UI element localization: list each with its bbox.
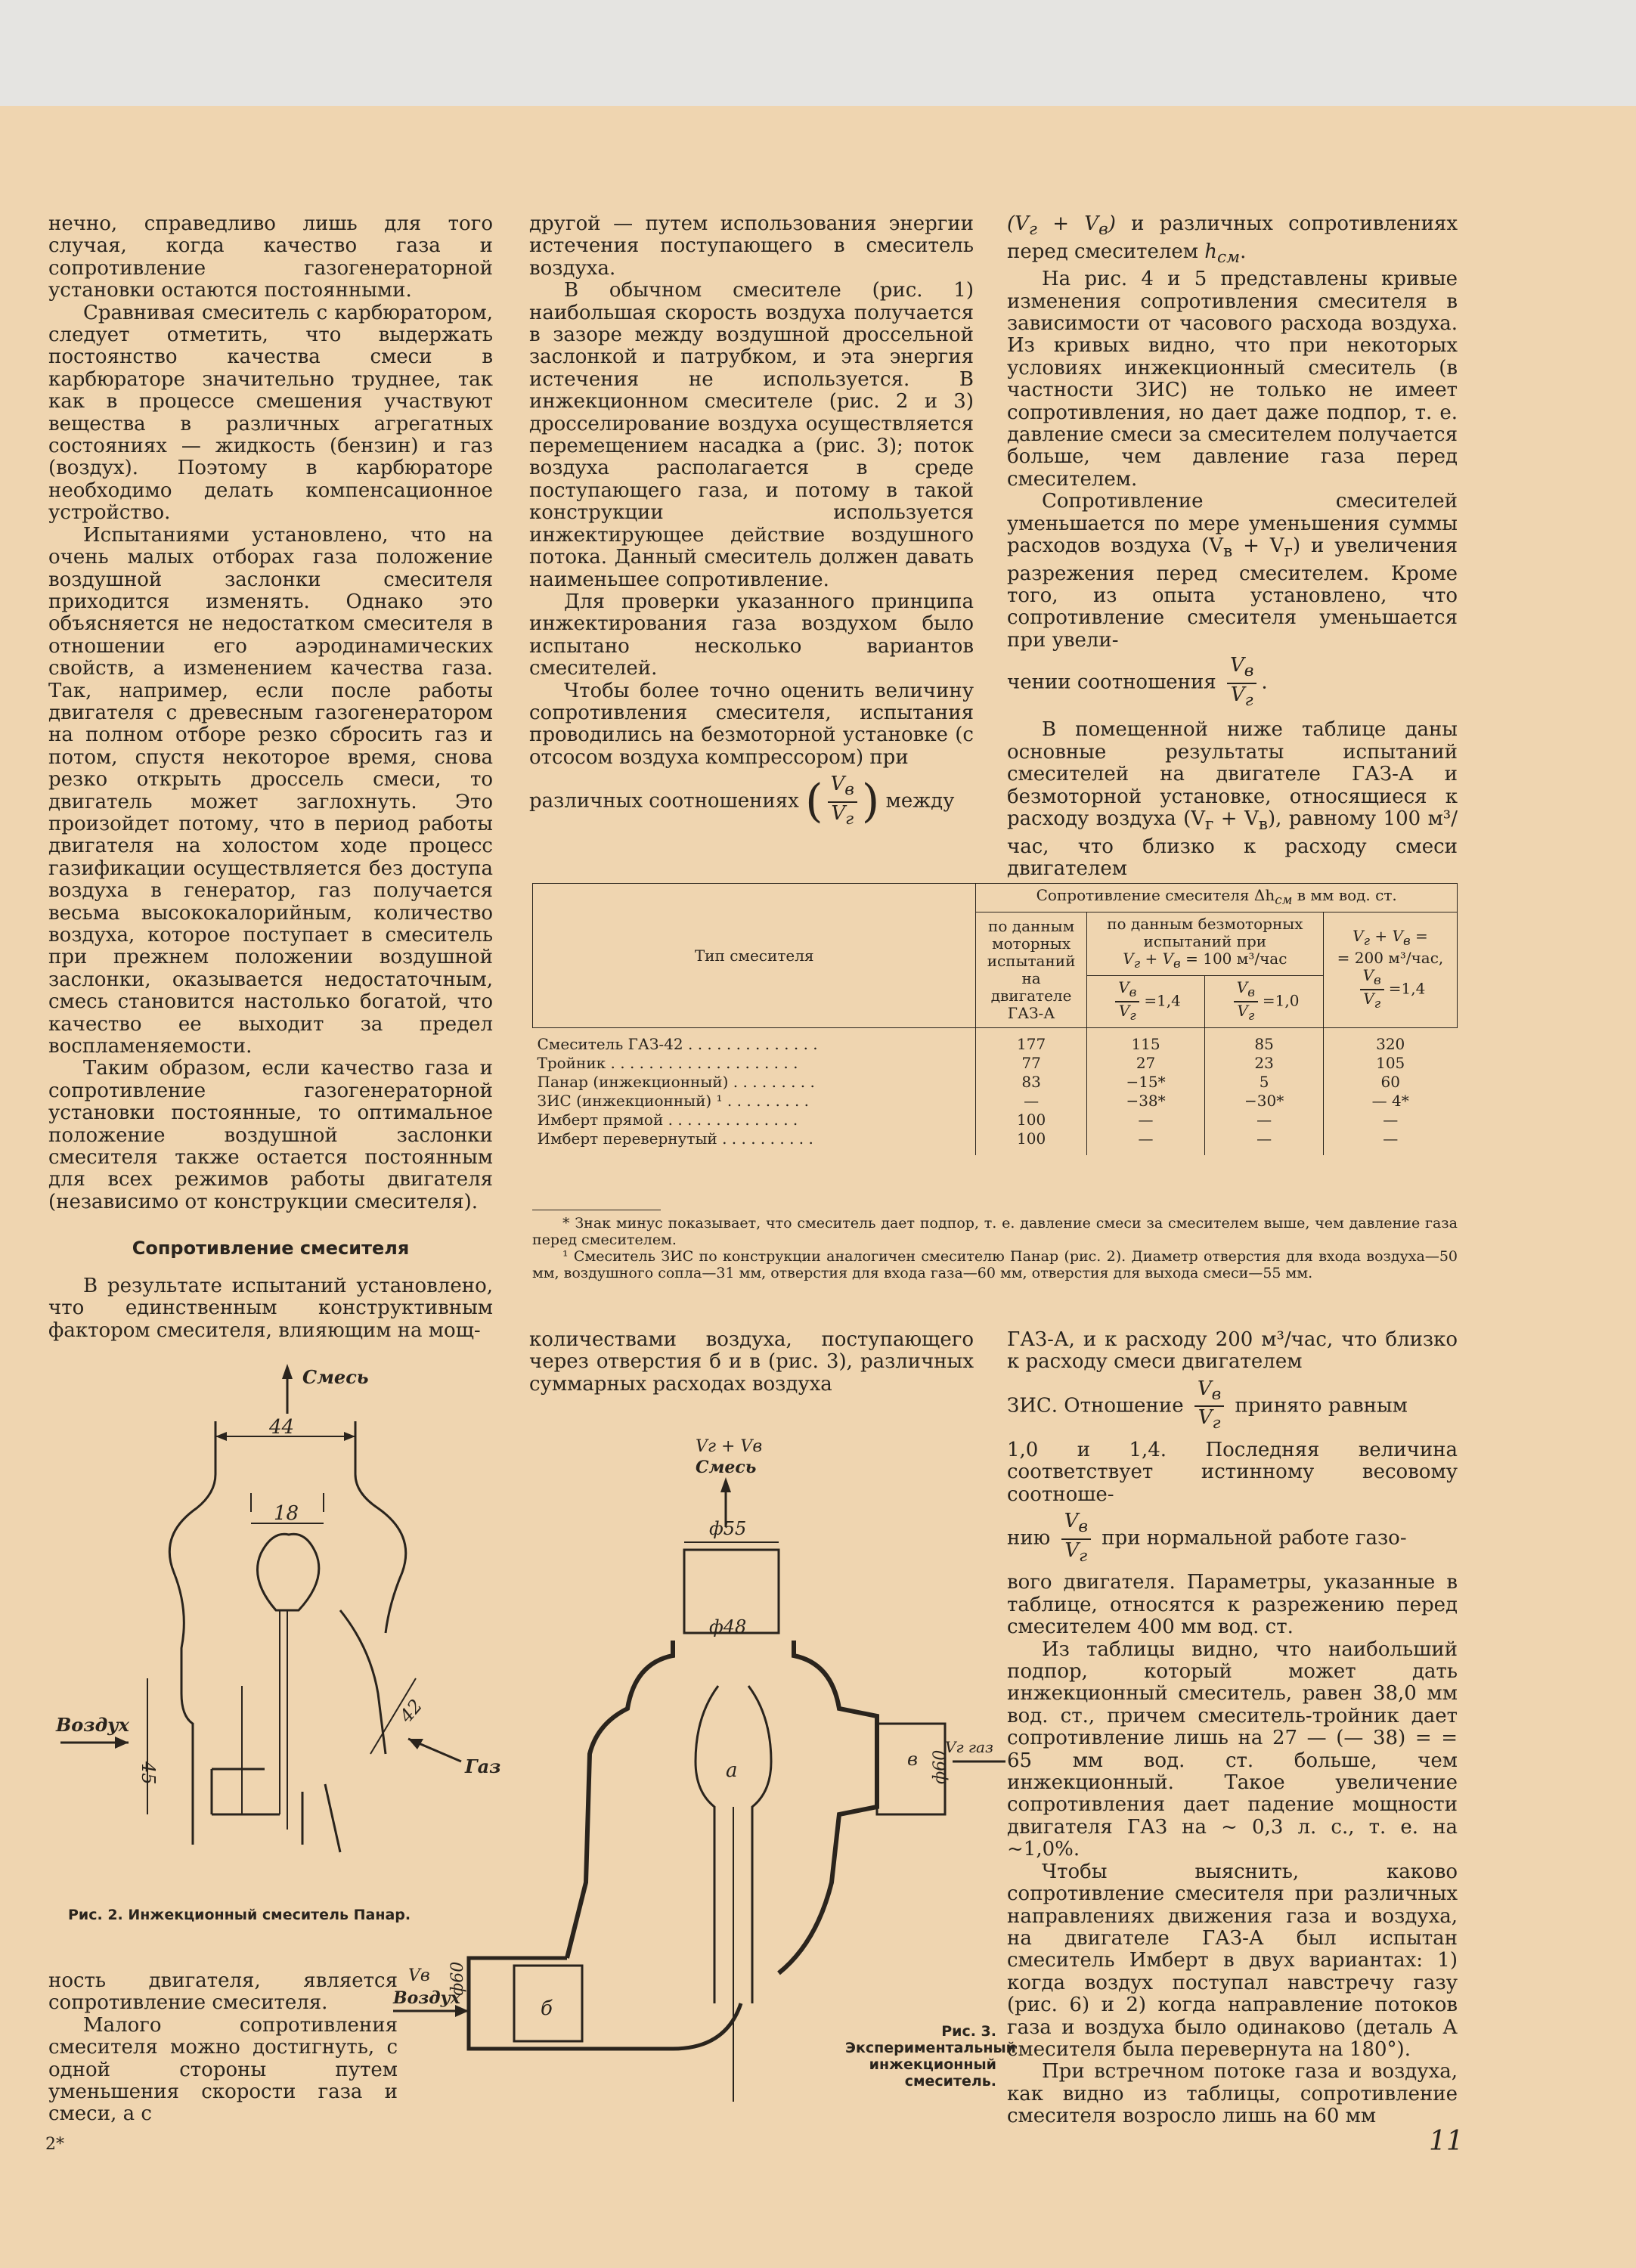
table-cell-value: —: [1323, 1111, 1457, 1129]
table-cell-name: ЗИС (инжекционный) ¹ . . . . . . . . .: [537, 1092, 810, 1110]
paragraph: $(V_г + V_в)$ и различных сопротивлениях перед смесителем $h_{см}$.: [1007, 212, 1458, 267]
scan-background: [0, 0, 1636, 106]
table-cell-value: —: [1205, 1111, 1324, 1129]
table-header-ratio: $\frac{V_в}{V_г}$ =1,4: [1086, 976, 1205, 1028]
text: =1,4: [1388, 979, 1426, 998]
paragraph: ность двигателя, является сопротивление смесителя.: [48, 1969, 398, 2015]
section-heading: Сопротивление смесителя: [132, 1238, 410, 1259]
paragraph: На рис. 4 и 5 представлены кривые изменения сопротивления смесителя в зависимости от часового расхода воздуха. Из кривых видно, что при некоторых условиях инжекционный смеситель (в частности ЗИС) не только не имеет сопротивления, но дает даже подпор, т. е. давление смеси за смесителем получается больше, чем давление газа перед смесителем.: [1007, 268, 1458, 491]
text: при нормальной работе газо-: [1102, 1526, 1407, 1550]
text: в мм вод. ст.: [1292, 886, 1397, 904]
text: нию: [1007, 1526, 1051, 1550]
table-cell-value: 27: [1086, 1054, 1205, 1073]
table-row: [533, 1073, 1458, 1092]
text: чении соотношения: [1007, 671, 1216, 694]
table-cell-value: 177: [976, 1028, 1086, 1055]
table-row: [533, 1054, 1458, 1073]
table-header-engine: по данным моторных испытаний на двигателе ГАЗ-А: [976, 912, 1086, 1028]
text: (V: [1007, 212, 1029, 235]
table-row: [533, 1129, 1458, 1155]
paragraph: Малого сопротивления смесителя можно достигнуть, с одной стороны путем уменьшения скорости газа и смеси, а с: [48, 2013, 398, 2126]
paragraph: Испытаниями установлено, что на очень малых отборах газа положение воздушной заслонки смесителя приходится изменять. Однако это объясняется не недостатком смесителя в отношении его аэродинамических свойств, а изменением качества газа. Так, например, если после работы двигателя с древесным газогенератором на полном отборе резко сбросить газ и потом, спустя некоторое время, снова резко открыть дроссель смеси, то двигатель может заглохнуть. Это произойдет потому, что в период работы двигателя на холостом ходе процесс газификации осуществляется без доступа воздуха в генератор, газ получается весьма высококалорийным, количество воздуха, которое поступает в смеситель при прежнем положении воздушной заслонки, оказывается недостаточным, смесь становится настолько богатой, что качество ее выходит за предел воспламеняемости.: [48, 523, 493, 1058]
table-cell-value: 77: [976, 1054, 1086, 1073]
text: = 200 м³/час,: [1337, 949, 1444, 967]
table-cell-value: 105: [1323, 1054, 1457, 1073]
fig3-smes-label: Смесь: [696, 1458, 757, 1477]
table-cell-value: —: [1205, 1129, 1324, 1155]
paragraph: нечно, справедливо лишь для того случая, когда качество газа и сопротивление газогенераторной установки остаются постоянными.: [48, 212, 493, 302]
table-cell-value: −30*: [1205, 1092, 1324, 1111]
footnote: * Знак минус показывает, что смеситель дает подпор, т. е. давление смеси за смесителем выше, чем давление газа перед смесителем.: [532, 1215, 1458, 1248]
column-2: [529, 213, 974, 830]
fig2-smes-label: Смесь: [302, 1366, 369, 1388]
footnotes: [532, 1210, 1458, 1281]
fig3-label-a: а: [726, 1759, 738, 1782]
signature-mark: 2*: [45, 2135, 64, 2154]
text: В помещенной ниже таблице даны основные результаты испытаний смесителей на двигателе ГАЗ-А и безмоторной установке, относящиеся к расходу воздуха (V: [1007, 718, 1458, 831]
table-cell-value: −38*: [1086, 1092, 1205, 1111]
text: ), равному 100 м³/час, что близко к расходу смеси двигателем: [1007, 807, 1458, 881]
fig3-label-b: б: [541, 1997, 553, 2020]
paragraph: ЗИС. Отношение $\frac{V_в}{V_г}$ принято равным: [1007, 1377, 1408, 1433]
text: по данным безмоторных испытаний при: [1107, 915, 1303, 950]
table-cell-value: 100: [976, 1129, 1086, 1155]
paragraph: Чтобы выяснить, каково сопротивление смесителя при различных направлениях движения газа и воздуха, на двигателе ГАЗ-А был испытан смеситель Имберт в двух вариантах: 1) когда воздух поступал навстречу газу (рис. 6) и 2) когда направление потоков газа и воздуха было одинаково (деталь А смесителя была перевернута на 180°).: [1007, 1860, 1458, 2061]
column-2-lower: [529, 1329, 974, 1396]
paragraph: Сравнивая смеситель с карбюратором, следует отметить, что выдержать постоянство качества смеси в карбюраторе значительно труднее, так как в процессе смешения участвуют вещества в различных агрегатных состояниях — жидкость (бензин) и газ (воздух). Поэтому в карбюраторе необходимо делать компенсационное устройство.: [48, 301, 493, 525]
results-table: [532, 883, 1458, 1155]
table-row: [533, 1028, 1458, 1055]
paragraph: Из таблицы видно, что наибольший подпор, который может дать инжекционный смеситель, равен 38,0 мм вод. ст., причем смеситель-тройник дает сопротивление лишь на 27 — (— 38) = = 65 мм вод. ст. больше, чем инжекционный. Такое увеличение сопротивления дает падение мощности двигателя ГАЗ на ~ 0,3 л. с., т. е. на ~1,0%.: [1007, 1637, 1458, 1861]
column-3: [1007, 213, 1458, 881]
fig2-dim-18: 18: [274, 1502, 299, 1525]
text: =1,0: [1262, 991, 1300, 1010]
table-cell-value: 83: [976, 1073, 1086, 1092]
text: принято равным: [1235, 1394, 1408, 1418]
paragraph: чении соотношения $\frac{V_в}{V_г}$ .: [1007, 654, 1268, 711]
fig2-dim-42: 42: [395, 1695, 427, 1727]
paragraph: 1,0 и 1,4. Последняя величина соответствует истинному весовому соотноше-: [1007, 1439, 1458, 1506]
table-cell-value: —: [976, 1092, 1086, 1111]
fig3-dim-60: ф60: [931, 1749, 950, 1784]
paragraph: В результате испытаний установлено, что единственным конструктивным фактором смесителя, влияющим на мощ-: [48, 1274, 493, 1342]
table-cell-value: —: [1086, 1111, 1205, 1129]
paragraph: количествами воздуха, поступающего через отверстия б и в (рис. 3), различных суммарных расходах воздуха: [529, 1328, 974, 1396]
fig3-gaz-label: Vг газ: [945, 1738, 993, 1756]
fig3-label-v: в: [907, 1749, 918, 1770]
table-cell-value: 60: [1323, 1073, 1457, 1092]
figure-2-caption: Рис. 2. Инжекционный смеситель Панар.: [68, 1907, 411, 1923]
table-cell-value: −15*: [1086, 1073, 1205, 1092]
fig2-gaz-label: Газ: [465, 1755, 501, 1777]
figure-3-caption: Рис. 3. Экспериментальный инжекционный смеситель.: [845, 2023, 1016, 2090]
table-header-bench: по данным безмоторных испытаний при $V_г + V_в = 100$ м³/час: [1086, 912, 1323, 976]
text: ) и увеличения разрежения перед смесителем. Кроме того, из опыта установлено, что сопротивление смесителя уменьшается при увели-: [1007, 534, 1458, 652]
paragraph: Для проверки указанного принципа инжектирования газа воздухом было испытано несколько вариантов смесителей.: [529, 590, 974, 680]
text: между: [885, 789, 955, 813]
paragraph: нию $\frac{V_в}{V_г}$ при нормальной работе газо-: [1007, 1510, 1407, 1566]
text: =1,4: [1144, 991, 1181, 1010]
fig2-dim-44: 44: [269, 1416, 295, 1439]
table-cell-value: — 4*: [1323, 1092, 1457, 1111]
table-row: [533, 1092, 1458, 1111]
paragraph: ГАЗ-А, и к расходу 200 м³/час, что близко к расходу смеси двигателем: [1007, 1328, 1458, 1374]
table-cell-value: —: [1086, 1129, 1205, 1155]
table-cell-name: Смеситель ГАЗ-42 . . . . . . . . . . . . . .: [537, 1035, 818, 1053]
fig2-vozduh-label: Воздух: [56, 1714, 129, 1736]
table-cell-value: 23: [1205, 1054, 1324, 1073]
table-header-200: $V_г + V_в$ = = 200 м³/час, $\frac{V_в}{V_г}$ =1,4: [1323, 912, 1457, 1028]
text: различных соотношениях: [529, 789, 799, 813]
fig2-dim-45: 45: [138, 1761, 159, 1785]
text: = 100 м³/час: [1185, 950, 1287, 968]
fig3-dim-60b: ф60: [448, 1961, 467, 1996]
table-cell-value: 115: [1086, 1028, 1205, 1055]
table-cell-name: Панар (инжекционный) . . . . . . . . .: [537, 1073, 815, 1091]
table-cell-value: 5: [1205, 1073, 1324, 1092]
paragraph: различных соотношениях ( $\frac{V_в}{V_г}$ ) между: [529, 773, 955, 829]
paragraph: Сопротивление смесителей уменьшается по мере уменьшения суммы расходов воздуха $(V_в + V_г)$ и увеличения разрежения перед смесителем. Кроме того, из опыта установлено, что сопротивление смесителя уменьшается при увели-: [1007, 490, 1458, 652]
table-header-type: Тип смесителя: [533, 884, 976, 1028]
fig3-vv-label: Vв: [408, 1966, 430, 1985]
fig3-dim-55: ф55: [709, 1518, 747, 1539]
paragraph: Чтобы более точно оценить величину сопротивления смесителя, испытания проводились на безмоторной установке (с отсосом воздуха компрессором) при: [529, 679, 974, 769]
table-cell-name: Имберт прямой . . . . . . . . . . . . . .: [537, 1111, 798, 1129]
paragraph: другой — путем использования энергии истечения поступающего в смеситель воздуха.: [529, 212, 974, 280]
text: Сопротивление смесителей уменьшается по мере уменьшения суммы расходов воздуха (V: [1007, 490, 1458, 558]
text: ЗИС. Отношение: [1007, 1394, 1184, 1418]
table-cell-value: 320: [1323, 1028, 1457, 1055]
paragraph: Таким образом, если качество газа и сопротивление газогенераторной установки постоянные, то оптимальное положение воздушной заслонки смесителя также остается постоянным для всех режимов работы двигателя (независимо от конструкции смесителя).: [48, 1057, 493, 1213]
fig3-top-label: Vг + Vв: [696, 1437, 763, 1456]
table-header-group: Сопротивление смесителя $\Delta h_{см}$ в мм вод. ст.: [976, 884, 1458, 912]
paragraph: В помещенной ниже таблице даны основные результаты испытаний смесителей на двигателе ГАЗ-А и безмоторной установке, относящиеся к расходу воздуха $(V_г + V_в)$, равному 100 м³/час, что близко к расходу смеси двигателем: [1007, 718, 1458, 881]
table-header-ratio: $\frac{V_в}{V_г}$ =1,0: [1205, 976, 1324, 1028]
table-row: [533, 1111, 1458, 1129]
table-cell-name: Тройник . . . . . . . . . . . . . . . . . . . .: [537, 1054, 798, 1072]
text: Сопротивление смесителя Δh: [1036, 886, 1275, 904]
table-cell-name: Имберт перевернутый . . . . . . . . . .: [537, 1129, 813, 1148]
fig3-vozduh-label: Воздух: [393, 1988, 460, 2008]
text: и различных сопротивлениях перед смесителем: [1007, 212, 1458, 263]
paragraph: вого двигателя. Параметры, указанные в таблице, относятся к разрежению перед смесителем 400 мм вод. ст.: [1007, 1571, 1458, 1639]
paragraph: При встречном потоке газа и воздуха, как видно из таблицы, сопротивление смесителя возросло лишь на 60 мм: [1007, 2060, 1458, 2128]
page-number: 11: [1429, 2126, 1464, 2157]
table-cell-value: 85: [1205, 1028, 1324, 1055]
fig3-dim-48: ф48: [709, 1616, 747, 1637]
paragraph: В обычном смесителе (рис. 1) наибольшая скорость воздуха получается в зазоре между воздушной дроссельной заслонкой и патрубком, и эта энергия истечения не используется. В инжекционном смесителе (рис. 2 и 3) дросселирование воздуха осуществляется перемещением насадка а (рис. 3); поток воздуха располагается в среде поступающего газа, и потому в такой конструкции используется инжектирующее действие воздушного потока. Данный смеситель должен давать наименьшее сопротивление.: [529, 279, 974, 591]
column-3-lower: [1007, 1329, 1458, 2128]
column-1-lower: [48, 1970, 398, 2126]
table-cell-value: —: [1323, 1129, 1457, 1155]
column-1: [48, 213, 493, 1342]
table-cell-value: 100: [976, 1111, 1086, 1129]
footnote: ¹ Смеситель ЗИС по конструкции аналогичен смесителю Панар (рис. 2). Диаметр отверстия для входа воздуха—50 мм, воздушного сопла—31 мм, отверстия для входа газа—60 мм, отверстия для выхода смеси—55 мм.: [532, 1248, 1458, 1281]
